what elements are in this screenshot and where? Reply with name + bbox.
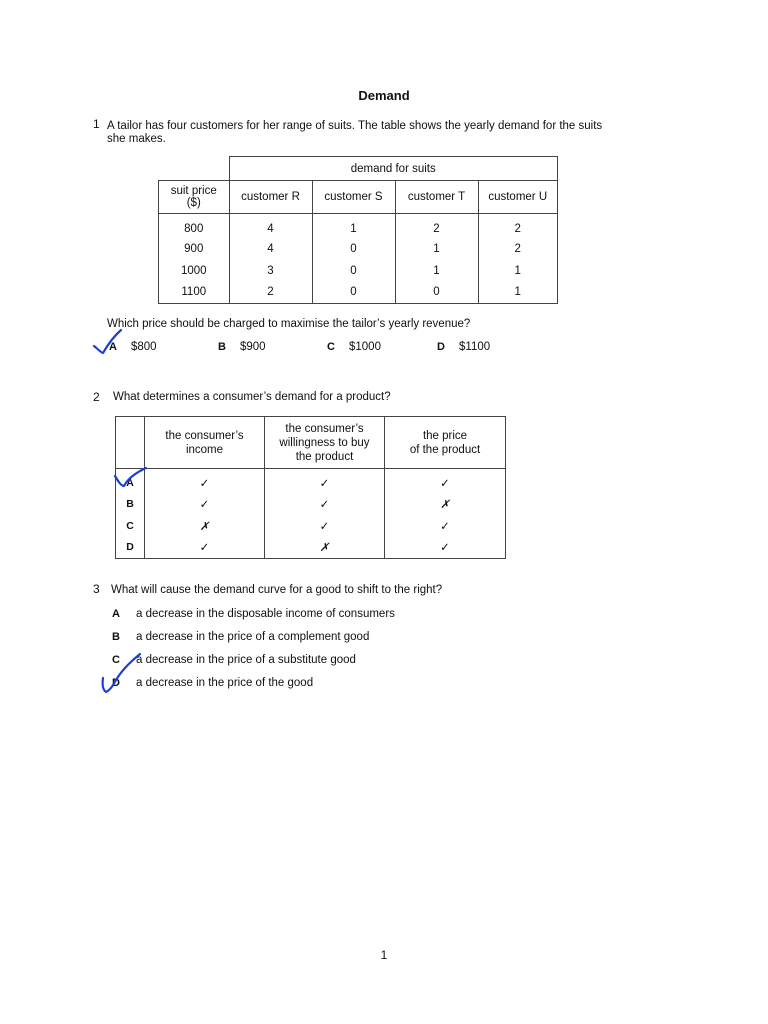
option-letter: C xyxy=(112,654,120,666)
q2-table xyxy=(115,416,506,559)
customer-header: customer R xyxy=(229,181,312,214)
header-line: the consumer’s xyxy=(165,429,244,442)
customer-header: customer S xyxy=(312,181,395,214)
q3-option-b[interactable] xyxy=(112,631,369,643)
table-row xyxy=(159,214,558,238)
cross-cell: ✗ xyxy=(385,493,506,515)
table-row xyxy=(159,238,558,260)
value-cell: 0 xyxy=(312,282,395,304)
tick-cell: ✓ xyxy=(385,537,506,559)
header-line: of the product xyxy=(409,443,481,456)
tick-cell: ✓ xyxy=(145,469,265,493)
option-letter: D xyxy=(112,677,120,689)
handwritten-tick-mark xyxy=(100,650,150,700)
value-cell: 4 xyxy=(229,214,312,238)
handwritten-tick-mark xyxy=(92,328,132,358)
row-letter: B xyxy=(116,493,145,515)
value-cell: 1 xyxy=(395,260,478,282)
customer-header: customer U xyxy=(478,181,558,214)
header-willingness xyxy=(265,417,385,469)
value-cell: 1 xyxy=(312,214,395,238)
cross-cell: ✗ xyxy=(265,537,385,559)
table-row[interactable] xyxy=(116,493,506,515)
header-income xyxy=(145,417,265,469)
customer-header: customer T xyxy=(395,181,478,214)
header-line: willingness to buy xyxy=(279,436,370,449)
price-header-line2: ($) xyxy=(186,197,201,209)
q1-text-line2: she makes. xyxy=(107,133,166,145)
option-letter: A xyxy=(112,608,120,620)
q1-question: Which price should be charged to maximise the tailor’s yearly revenue? xyxy=(107,318,471,330)
option-text: $1100 xyxy=(459,341,491,353)
tick-cell: ✓ xyxy=(385,469,506,493)
table-row[interactable] xyxy=(116,537,506,559)
option-letter: B xyxy=(218,341,226,353)
tick-cell: ✓ xyxy=(385,515,506,537)
header-line: the product xyxy=(295,450,354,463)
q2-text: What determines a consumer’s demand for a product? xyxy=(113,391,391,403)
q1-demand-table xyxy=(158,156,558,304)
value-cell: 2 xyxy=(478,238,558,260)
option-text: $800 xyxy=(131,341,157,353)
header-line: the price xyxy=(422,429,468,442)
option-letter: D xyxy=(437,341,445,353)
value-cell: 1 xyxy=(478,282,558,304)
option-text: $1000 xyxy=(349,341,381,353)
table-row[interactable] xyxy=(116,469,506,493)
handwritten-tick-mark xyxy=(113,466,153,492)
tick-cell: ✓ xyxy=(145,493,265,515)
table-caption: demand for suits xyxy=(229,157,558,181)
option-letter: C xyxy=(327,341,335,353)
price-header xyxy=(159,181,230,214)
row-letter: C xyxy=(116,515,145,537)
cross-cell: ✗ xyxy=(145,515,265,537)
tick-cell: ✓ xyxy=(265,469,385,493)
q1-option-d[interactable] xyxy=(437,341,490,353)
table-corner xyxy=(159,157,230,181)
price-header-line1: suit price xyxy=(170,185,217,197)
page-title: Demand xyxy=(358,88,410,103)
tick-cell: ✓ xyxy=(145,537,265,559)
value-cell: 0 xyxy=(395,282,478,304)
value-cell: 0 xyxy=(312,238,395,260)
q1-number: 1 xyxy=(93,117,100,131)
header-line: income xyxy=(185,443,224,456)
price-cell: 800 xyxy=(159,214,230,238)
value-cell: 4 xyxy=(229,238,312,260)
option-text: $900 xyxy=(240,341,266,353)
value-cell: 2 xyxy=(395,214,478,238)
price-cell: 900 xyxy=(159,238,230,260)
q2-number: 2 xyxy=(93,390,100,404)
q3-number: 3 xyxy=(93,582,100,596)
q1-option-c[interactable] xyxy=(327,341,381,353)
option-text: a decrease in the disposable income of consumers xyxy=(136,608,395,620)
row-letter: A xyxy=(116,469,145,493)
page-number: 1 xyxy=(380,948,388,962)
value-cell: 0 xyxy=(312,260,395,282)
value-cell: 1 xyxy=(478,260,558,282)
tick-cell: ✓ xyxy=(265,515,385,537)
value-cell: 2 xyxy=(478,214,558,238)
option-letter: A xyxy=(109,341,117,353)
value-cell: 1 xyxy=(395,238,478,260)
option-text: a decrease in the price of the good xyxy=(136,677,314,689)
table-row xyxy=(159,282,558,304)
table-row[interactable] xyxy=(116,515,506,537)
option-text: a decrease in the price of a complement good xyxy=(136,631,370,643)
option-text: a decrease in the price of a substitute good xyxy=(136,654,356,666)
row-letter: D xyxy=(116,537,145,559)
price-cell: 1100 xyxy=(159,282,230,304)
q1-text-line1: A tailor has four customers for her range of suits. The table shows the yearly demand for the suits xyxy=(107,120,603,132)
header-price xyxy=(385,417,506,469)
q1-option-b[interactable] xyxy=(218,341,266,353)
option-letter: B xyxy=(112,631,120,643)
table-row xyxy=(159,260,558,282)
price-cell: 1000 xyxy=(159,260,230,282)
value-cell: 3 xyxy=(229,260,312,282)
header-line: the consumer’s xyxy=(285,422,364,435)
q3-text: What will cause the demand curve for a good to shift to the right? xyxy=(111,584,443,596)
q3-option-a[interactable] xyxy=(112,608,395,620)
value-cell: 2 xyxy=(229,282,312,304)
tick-cell: ✓ xyxy=(265,493,385,515)
table-corner xyxy=(116,417,145,469)
